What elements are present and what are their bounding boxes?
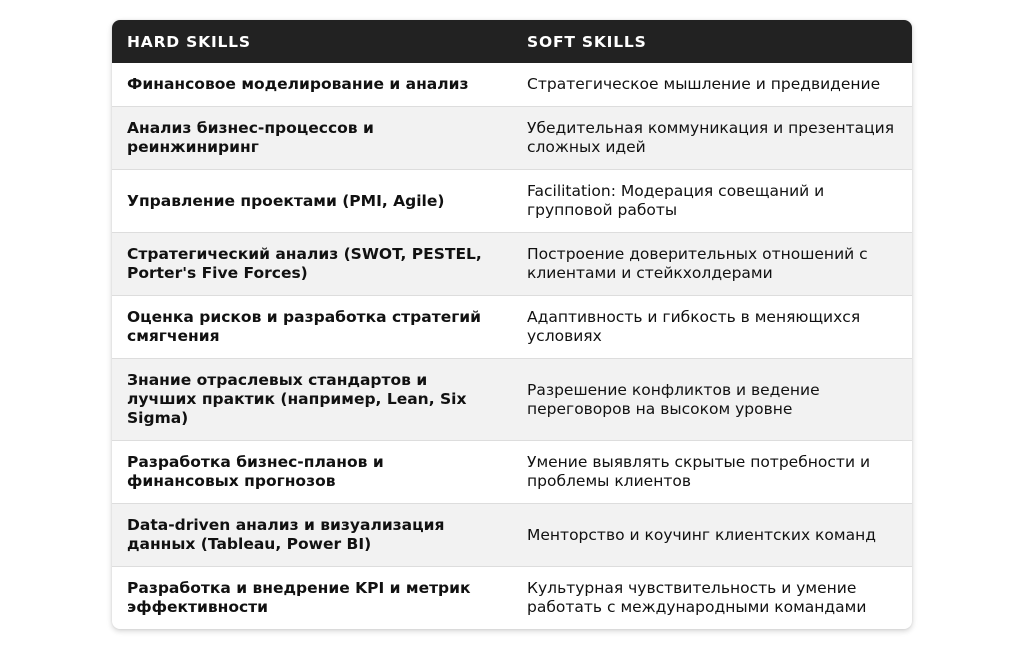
hard-skill-cell: Разработка и внедрение KPI и метрик эффективности	[127, 579, 471, 616]
soft-skill-cell: Разрешение конфликтов и ведение переговоров на высоком уровне	[512, 359, 912, 441]
header-soft-skills: SOFT SKILLS	[512, 20, 912, 63]
table-row	[112, 233, 912, 296]
header-row	[112, 20, 912, 63]
table-row	[112, 567, 912, 630]
hard-skill-cell: Анализ бизнес-процессов и реинжиниринг	[112, 107, 512, 170]
header-hard-skills: HARD SKILLS	[112, 20, 512, 63]
hard-skill-cell: Стратегический анализ (SWOT, PESTEL, Porter's Five Forces)	[112, 233, 512, 296]
soft-skill-cell: Стратегическое мышление и предвидение	[512, 63, 912, 107]
skills-table	[112, 20, 912, 629]
table-row	[112, 63, 912, 107]
soft-skill-cell: Умение выявлять скрытые потребности и проблемы клиентов	[512, 441, 912, 504]
soft-skill-cell: Убедительная коммуникация и презентация сложных идей	[512, 107, 912, 170]
soft-skill-cell: Менторство и коучинг клиентских команд	[512, 504, 912, 567]
soft-skill-cell: Построение доверительных отношений с клиентами и стейкхолдерами	[512, 233, 912, 296]
table-row	[112, 441, 912, 504]
hard-skill-cell: Финансовое моделирование и анализ	[112, 63, 512, 107]
hard-skill-cell: Оценка рисков и разработка стратегий смягчения	[112, 296, 512, 359]
table-header	[112, 20, 912, 63]
hard-skill-cell: Управление проектами (PMI, Agile)	[112, 170, 512, 233]
table-row	[112, 296, 912, 359]
hard-skill-cell: Разработка бизнес-планов и финансовых прогнозов	[112, 441, 512, 504]
table-row	[112, 504, 912, 567]
table-row	[112, 170, 912, 233]
table-row	[112, 107, 912, 170]
soft-skill-cell: Культурная чувствительность и умение работать с международными командами	[527, 579, 867, 616]
hard-skill-cell: Знание отраслевых стандартов и лучших практик (например, Lean, Six Sigma)	[112, 359, 512, 441]
skills-table-card	[112, 20, 912, 629]
soft-skill-cell: Адаптивность и гибкость в меняющихся условиях	[512, 296, 912, 359]
hard-skill-cell: Data-driven анализ и визуализация данных (Tableau, Power BI)	[112, 504, 512, 567]
soft-skill-cell: Facilitation: Модерация совещаний и групповой работы	[512, 170, 912, 233]
table-body	[112, 63, 912, 629]
table-row	[112, 359, 912, 441]
